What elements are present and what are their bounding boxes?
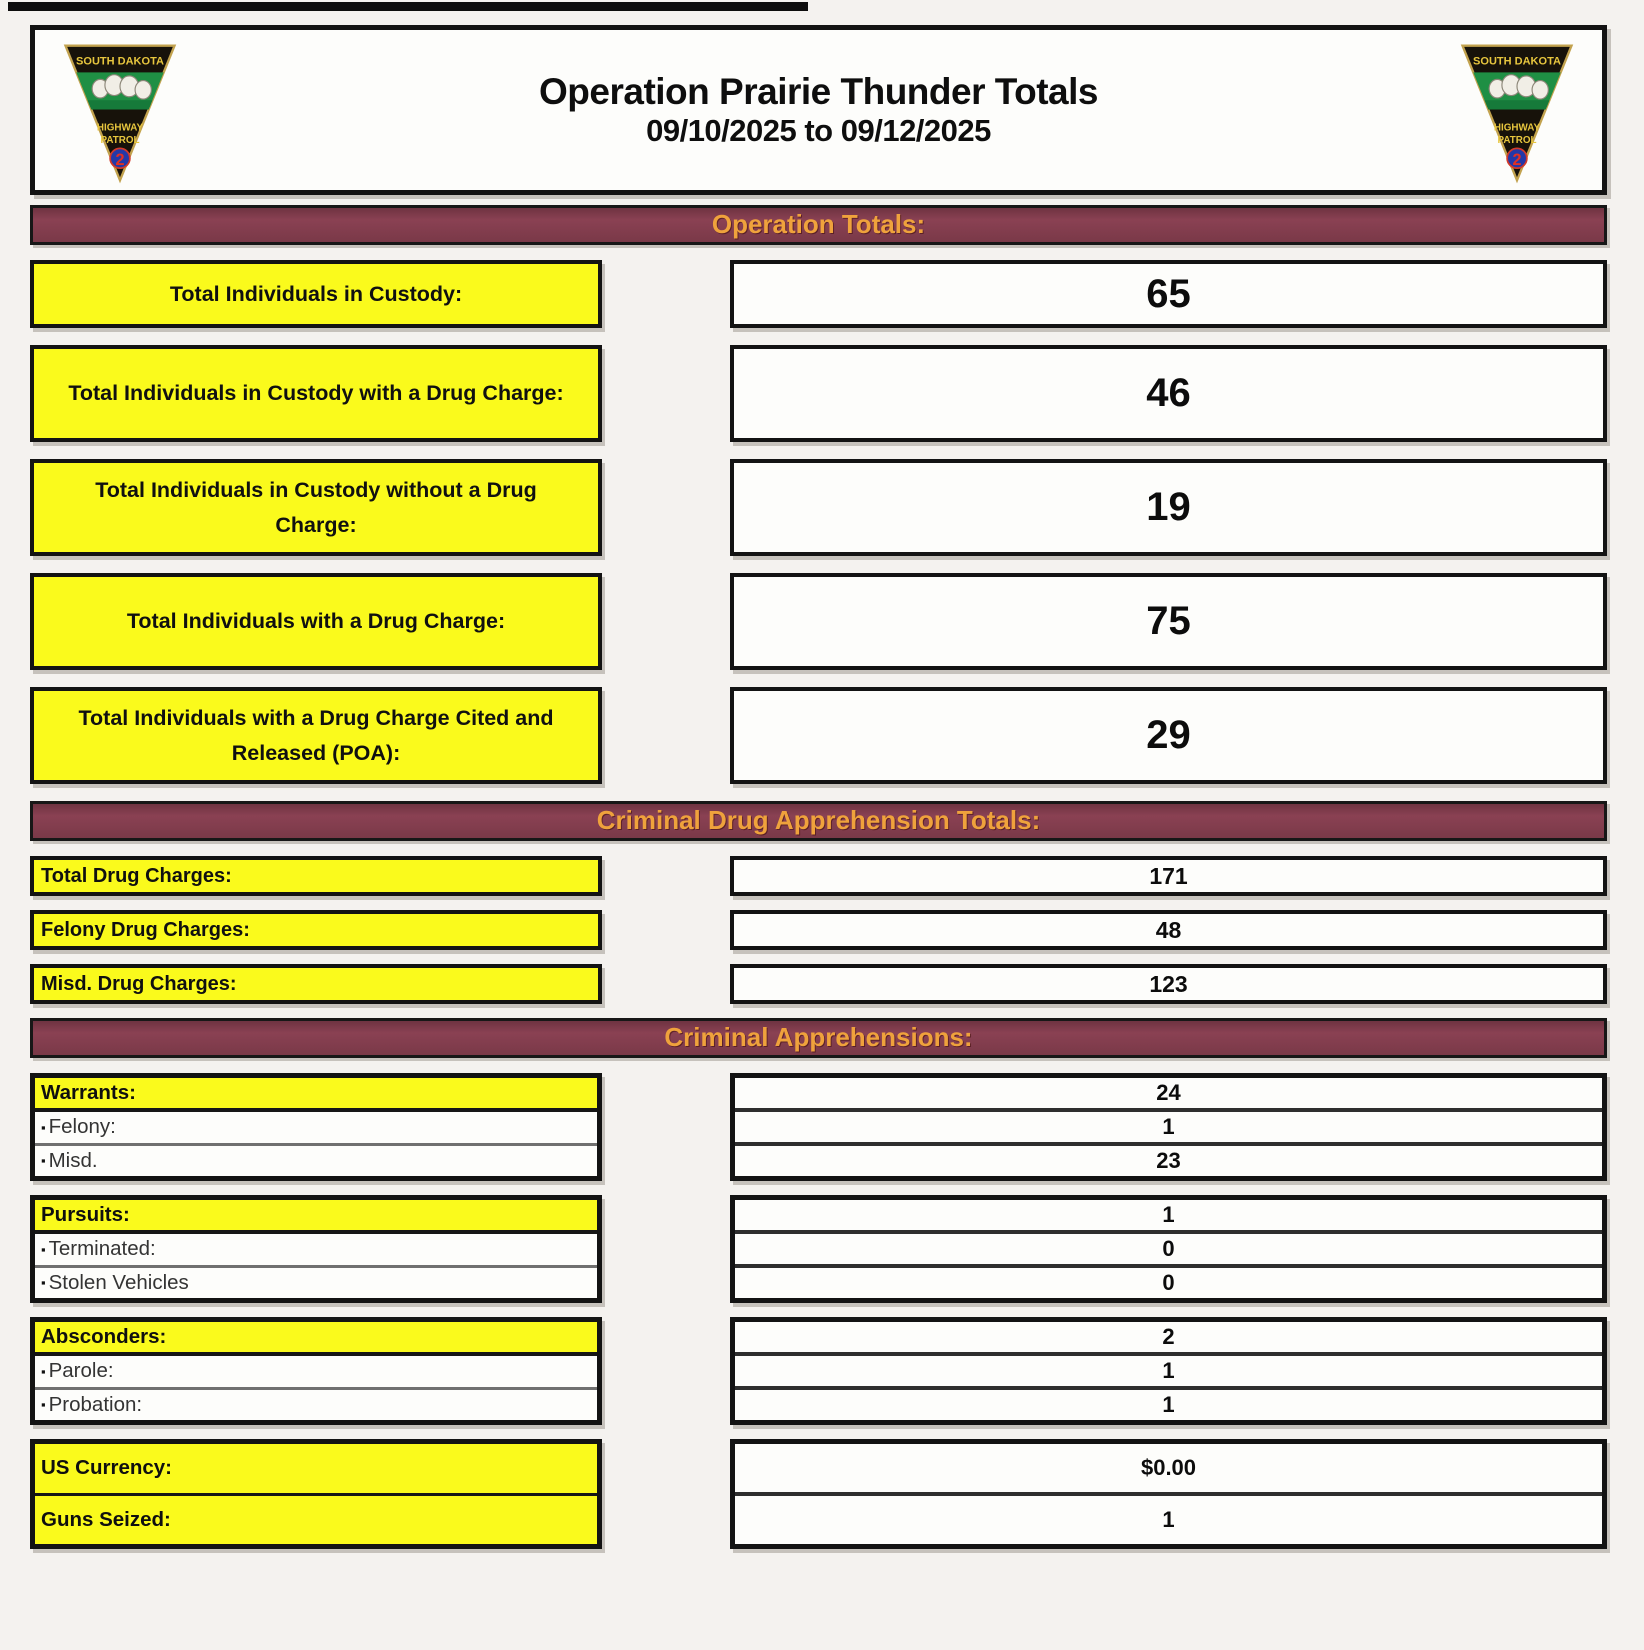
column-gap [602,260,730,328]
label-terminated [35,1230,597,1264]
value-total-individuals-in-custody-with-a-drug-charge: 46 [730,345,1607,442]
value-total-individuals-in-custody-without-a-drug-charge: 19 [730,459,1607,556]
section-rows-operation-totals [0,260,1644,784]
label-total-individuals-in-custody-without-a-drug-charge: Total Individuals in Custody without a Drug Charge: [30,459,602,556]
label-text-pursuits: Pursuits: [41,1203,130,1227]
group-warrants [30,1073,1607,1181]
section-header-operation-totals: Operation Totals: [30,205,1607,245]
value-total-individuals-with-a-drug-charge-cited-and-released-poa: 29 [730,687,1607,784]
row-total-drug-charges [30,856,1607,896]
group-labels-warrants [30,1073,602,1181]
column-gap [602,964,730,1004]
sd-highway-patrol-badge-right [1432,36,1602,184]
label-felony-drug-charges: Felony Drug Charges: [30,910,602,950]
column-gap [602,345,730,442]
group-labels-absconders [30,1317,602,1425]
value-probation: 1 [735,1386,1602,1420]
group-values-absconders [730,1317,1607,1425]
label-absconders [35,1322,597,1352]
value-felony: 1 [735,1108,1602,1142]
column-gap [602,1073,730,1181]
label-misd-drug-charges: Misd. Drug Charges: [30,964,602,1004]
square-bullet-icon: ▪ [41,1275,46,1291]
value-pursuits: 1 [1162,1202,1175,1227]
group-pursuits [30,1195,1607,1303]
label-guns-seized [35,1493,597,1545]
row-misd-drug-charges [30,964,1607,1004]
value-total-drug-charges: 171 [730,856,1607,896]
badge-highway-text: HIGHWAY [1493,122,1541,134]
value-misd: 23 [735,1142,1602,1176]
row-total-individuals-in-custody-without-a-drug-charge [30,459,1607,556]
column-gap [602,573,730,670]
value-terminated: 0 [735,1230,1602,1264]
report-titles [205,71,1432,150]
value-total-individuals-in-custody: 65 [730,260,1607,328]
badge-state-text: SOUTH DAKOTA [76,55,164,68]
column-gap [602,1317,730,1425]
label-text-guns-seized: Guns Seized: [41,1507,171,1531]
row-felony-drug-charges [30,910,1607,950]
section-header-criminal-drug-apprehension-totals: Criminal Drug Apprehension Totals: [30,801,1607,841]
row-total-individuals-with-a-drug-charge-cited-and-released-poa [30,687,1607,784]
group-values-pursuits [730,1195,1607,1303]
value-us-currency: $0.00 [1140,1455,1197,1480]
group-values-warrants [730,1073,1607,1181]
value-felony-drug-charges: 48 [730,910,1607,950]
label-text-warrants: Warrants: [41,1081,136,1105]
group-labels-pursuits [30,1195,602,1303]
row-total-individuals-with-a-drug-charge [30,573,1607,670]
label-total-individuals-in-custody: Total Individuals in Custody: [30,260,602,328]
value-absconders: 2 [1162,1324,1175,1349]
value-misd-drug-charges: 123 [730,964,1607,1004]
label-total-individuals-with-a-drug-charge-cited-and-released-poa: Total Individuals with a Drug Charge Cited and Released (POA): [30,687,602,784]
column-gap [602,459,730,556]
label-total-individuals-in-custody-with-a-drug-charge: Total Individuals in Custody with a Drug Charge: [30,345,602,442]
label-warrants [35,1078,597,1108]
report-body [0,205,1644,1549]
label-text-us-currency: US Currency: [41,1456,173,1480]
group-absconders [30,1317,1607,1425]
label-total-individuals-with-a-drug-charge: Total Individuals with a Drug Charge: [30,573,602,670]
group-values-us-currency [730,1439,1607,1549]
group-us-currency [30,1439,1607,1549]
column-gap [602,687,730,784]
row-total-individuals-in-custody [30,260,1607,328]
value-warrants: 24 [1156,1080,1181,1105]
row-total-individuals-in-custody-with-a-drug-charge [30,345,1607,442]
section-rows-criminal-drug-apprehension-totals [0,856,1644,1004]
label-text-felony: Felony: [48,1115,116,1139]
label-text-misd: Misd. [48,1148,98,1172]
report-header [30,25,1607,195]
label-felony [35,1108,597,1142]
scan-artifact-strip [8,2,808,11]
value-guns-seized: 1 [735,1492,1602,1544]
column-gap [602,1439,730,1549]
badge-numeral: 2 [1512,151,1522,170]
label-probation [35,1387,597,1420]
report-date-range: 09/10/2025 to 09/12/2025 [646,113,991,149]
value-stolen-vehicles: 0 [735,1264,1602,1298]
label-text-stolen-vehicles: Stolen Vehicles [48,1270,189,1294]
value-parole: 1 [735,1352,1602,1386]
sd-highway-patrol-badge-icon [62,42,178,184]
section-header-criminal-apprehensions: Criminal Apprehensions: [30,1018,1607,1058]
label-text-absconders: Absconders: [41,1325,167,1349]
label-total-drug-charges: Total Drug Charges: [30,856,602,896]
sd-highway-patrol-badge-left [35,36,205,184]
label-text-terminated: Terminated: [48,1237,156,1261]
column-gap [602,1195,730,1303]
label-stolen-vehicles [35,1265,597,1298]
group-labels-us-currency [30,1439,602,1549]
report-title: Operation Prairie Thunder Totals [539,70,1098,112]
label-text-parole: Parole: [48,1359,114,1383]
label-parole [35,1352,597,1386]
column-gap [602,856,730,896]
column-gap [602,910,730,950]
sd-highway-patrol-badge-icon [1459,42,1575,184]
badge-highway-text: HIGHWAY [96,122,144,134]
square-bullet-icon: ▪ [41,1153,46,1169]
badge-patrol-text: PATROL [100,135,140,147]
square-bullet-icon: ▪ [41,1119,46,1135]
value-total-individuals-with-a-drug-charge: 75 [730,573,1607,670]
square-bullet-icon: ▪ [41,1363,46,1379]
label-pursuits [35,1200,597,1230]
label-misd [35,1143,597,1176]
label-text-probation: Probation: [48,1392,143,1416]
badge-state-text: SOUTH DAKOTA [1473,55,1561,68]
square-bullet-icon: ▪ [41,1397,46,1413]
label-us-currency [35,1444,597,1493]
square-bullet-icon: ▪ [41,1241,46,1257]
badge-patrol-text: PATROL [1497,135,1537,147]
badge-numeral: 2 [115,151,125,170]
